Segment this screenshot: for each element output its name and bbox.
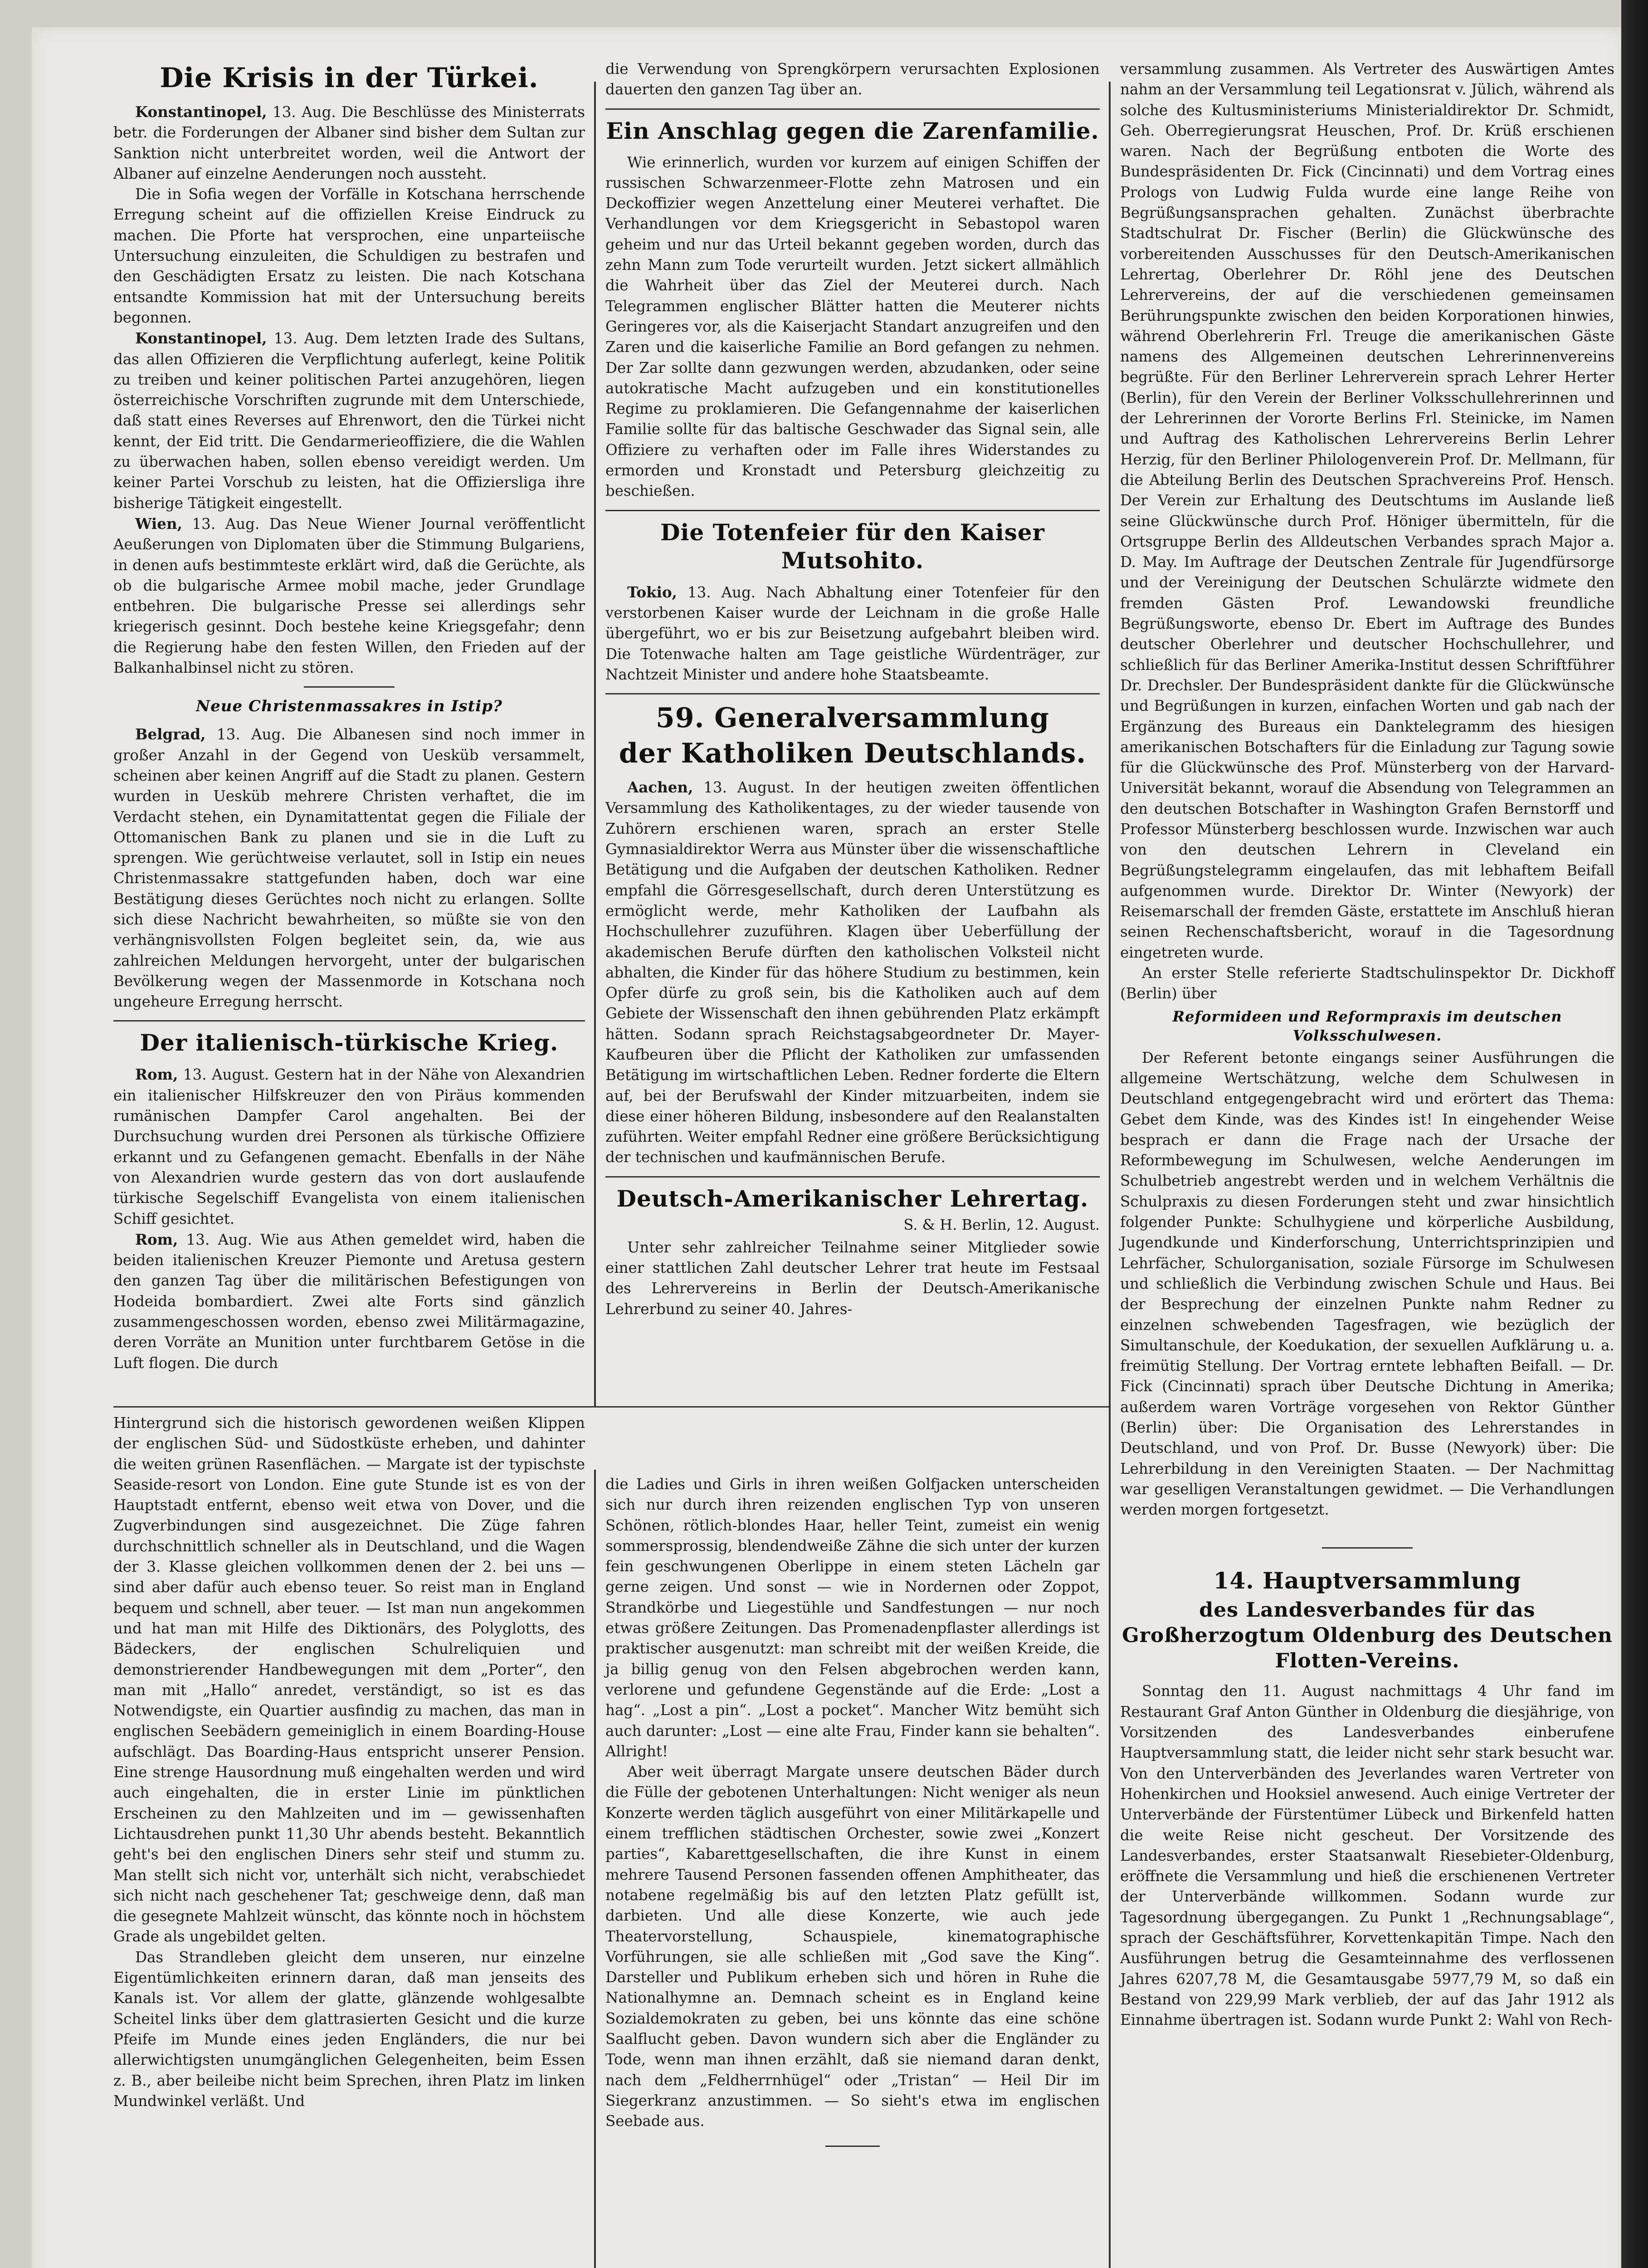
article-paragraph: Sonntag den 11. August nachmittags 4 Uhr fand im Restaurant Graf Anton Günther in Oldenburg die diesjährige, von Vorsitzenden des Landesverbandes einberufene Hauptversammlung statt, die leider nicht sehr stark besucht war. Von den Unterverbänden des Jeverlandes waren Vertreter von Hohenkirchen und Hooksiel anwesend. Auch einige Vertreter der Unterverbände der Fürstentümer Lübeck und Birkenfeld hatten die weite Reise nicht gescheut. Der Vorsitzende des Landesverbandes, erster Staatsanwalt Riesebieter-Oldenburg, eröffnete die Versammlung und hieß die erschienenen Vertreter der Unterverbände willkommen. Sodann wurde zur Tagesordnung übergegangen. Zu Punkt 1 „Rechnungsablage“, sprach der Geschäftsführer, Korvettenkapitän Timpe. Nach den Ausführungen betrug die Gesamteinnahme des verflossenen Jahres 6207,78 M, die Gesamtausgabe 5977,79 M, so daß ein Bestand von 229,99 Mark verblieb, der auf das Jahr 1912 als Einnahme übertragen ist. Sodann wurde Punkt 2: Wahl von Rech- — [1120, 1682, 1614, 2029]
article-paragraph: Die in Sofia wegen der Vorfälle in Kotschana herrschende Erregung scheint auf die offiziellen Kreise Eindruck zu machen. Die Pforte hat versprochen, eine unparteiische Untersuchung einzuleiten, die Schuldigen zu bestrafen und den Geschädigten Ersatz zu leisten. Die nach Kotschana entsandte Kommission hat mit der Untersuchung bereits begonnen. — [113, 186, 585, 326]
article-paragraph: Der Referent betonte eingangs seiner Ausführungen die allgemeine Wertschätzung, welche dem Schulwesen in Deutschland entgegengebracht wird und erörtert das Thema: Gebet dem Kinde, was des Kindes ist! In eingehender Weise besprach er dann die Frage nach der Ursache der Reformbewegung im Schulwesen, welche Aenderungen im Schulbetrieb angestrebt werden und in welchem Verhältnis die Schulpraxis zu diesen Forderungen steht und zwar hinsichtlich folgender Punkte: Schulhygiene und körperliche Ausbildung, Jugendkunde und Kinderforschung, Unterrichtsprinzipien und Lehrfächer, Schulorganisation, soziale Fürsorge im Schulwesen und schließlich die Verbindung zwischen Schule und Haus. Bei der Besprechung der einzelnen Punkte nahm Redner zu einzelnen schwebenden Tagesfragen, wie bezüglich der Simultanschule, der Koedukation, der sexuellen Aufklärung u. a. freimütig Stellung. Der Vortrag erntete lebhaften Beifall. — Dr. Fick (Cincinnati) sprach über Deutsche Dichtung in Amerika; außerdem waren Vorträge vorgesehen von Rektor Günther (Berlin) über: Die Organisation des Lehrerstandes in Deutschland, und von Prof. Dr. Busse (Newyork) über: Die Lehrerbildung in den Vereinigten Staaten. — Der Nachmittag war geselligen Veranstaltungen gewidmet. — Die Verhandlungen werden morgen fortgesetzt. — [1120, 1049, 1614, 1519]
headline-katholiken: der Katholiken Deutschlands. — [619, 738, 1087, 770]
headline-generalversammlung: 59. Generalversammlung — [655, 702, 1050, 734]
headline-tuerkei-krise: Die Krisis in der Türkei. — [160, 62, 539, 94]
divider — [605, 1176, 1100, 1178]
article-paragraph: Konstantinopel, 13. Aug. Die Beschlüsse des Ministerrats betr. die Forderungen der Albaner sind bisher dem Sultan zur Sanktion nicht unterbreitet worden, weil die Antwort der Albaner auf einzelne Aenderungen noch aussteht. — [113, 103, 585, 182]
divider — [605, 108, 1100, 110]
article-paragraph: Tokio, 13. Aug. Nach Abhaltung einer Totenfeier für den verstorbenen Kaiser wurde der Leichnam in die große Halle übergeführt, wo er bis zur Beisetzung aufgebahrt bleiben wird. Die Totenwache halten am Tage geistliche Würdenträger, zur Nachtzeit Minister und andere hohe Staatsbeamte. — [605, 583, 1100, 683]
feuilleton-paragraph: die Ladies und Girls in ihren weißen Golfjacken unterscheiden sich nur durch ihren reizenden englischen Typ von unseren Schönen, rötlich-blondes Haar, heller Teint, zumeist ein wenig sommersprossig, blendendweiße Zähne die sich unter der kurzen fein geschwungenen Oberlippe in einem steten Lächeln gar gerne zeigen. Und sonst — wie in Nordernen oder Zoppot, Strandkörbe und Liegestühle und Sandfestungen — nur noch etwas größere Zeitungen. Das Promenadenpflaster allerdings ist praktischer ausgenutzt: man schreibt mit der weißen Kreide, die ja billig genug von den Felsen abgebrochen werden kann, verlorene und gefundene Gegenstände auf die Erde: „Lost a hag“. „Lost a pin“. „Lost a pocket“. Mancher Witz bemüht sich auch darunter: „Lost — eine alte Frau, Finder kann sie behalten“. Allright! — [605, 1476, 1100, 1760]
divider — [1322, 1547, 1413, 1549]
dateline: Aachen, — [627, 778, 693, 797]
column-rule — [594, 82, 596, 1406]
column-rule — [1109, 82, 1111, 2268]
feuilleton-paragraph: Das Strandleben gleicht dem unseren, nur einzelne Eigentümlichkeiten erinnern daran, daß man jenseits des Kanals ist. Vor allem der glatte, glänzende wohlgesalbte Scheitel links über dem glattrasierten Gesicht und die kurze Pfeife im Munde eines jeden Engländers, die nur bei allerwichtigsten unumgänglichen Gelegenheiten, beim Essen z. B., aber beileibe nicht beim Sprechen, ihren Platz im linken Mundwinkel verläßt. Und — [113, 1948, 585, 2110]
dateline: Belgrad, — [135, 725, 206, 743]
feuilleton-left — [113, 1413, 585, 2112]
article-paragraph: Wie erinnerlich, wurden vor kurzem auf einigen Schiffen der russischen Schwarzenmeer-Flotte zehn Matrosen und ein Deckoffizier wegen Anzettelung einer Meuterei verhaftet. Die Verhandlungen vor dem Kriegsgericht in Sebastopol waren geheim und nur das Urteil bekannt gegeben worden, durch das zehn Mann zum Tode verurteilt wurden. Jetzt sickert allmählich die Wahrheit über das Ziel der Meuterei durch. Nach Telegrammen englischer Blätter hatten die Meuterer nichts Geringeres vor, als die Kaiserjacht Standart anzugreifen und den Zaren und die kaiserliche Familie an Bord gefangen zu nehmen. Der Zar sollte dann gezwungen werden, abzudanken, oder seine autokratische Macht aufzugeben und ein konstitutionelles Regime zu proklamieren. Die Gefangennahme der kaiserlichen Familie sollte für das baltische Geschwader das Signal sein, alle Offiziere zu verhaften oder im Falle ihres Widerstandes zu ermorden und Kronstadt und Petersburg gleichzeitig zu beschießen. — [605, 153, 1100, 500]
article-paragraph: Aachen, 13. August. In der heutigen zweiten öffentlichen Versammlung des Katholikentages, zu der wieder tausende von Zuhörern erschienen waren, sprach an erster Stelle Gymnasialdirektor Werra aus Münster über die wissenschaftliche Betätigung und die Aufgaben der deutschen Katholiken. Redner empfahl die Görresgesellschaft, durch deren Unterstützung es ermöglicht werde, mehr Katholiken der Laufbahn als Hochschullehrer zuzuführen. Klagen über Ueberfüllung der akademischen Berufe dürften den katholischen Volksteil nicht abhalten, die Kinder für das höhere Studium zu bestimmen, kein Opfer dürfe zu groß sein, bis die Katholiken auch auf dem Gebiete der Wissenschaft den ihnen gebührenden Platz erkämpft hätten. Sodann sprach Reichstagsabgeordneter Dr. Mayer-Kaufbeuren über die Pflicht der Katholiken zur umfassenden Betätigung im wirtschaftlichen Leben. Redner forderte die Eltern auf, bei der Berufswahl der Kinder mitzuarbeiten, indem sie diese einer höheren Bildung, insbesondere auf den Realanstalten zuführten. Weiter empfahl Redner eine größere Berücksichtigung der technischen und kaufmännischen Berufe. — [605, 778, 1100, 1166]
column-rule — [594, 1470, 596, 2268]
article-paragraph: Belgrad, 13. Aug. Die Albanesen sind noch immer in großer Anzahl in der Gegend von Uesküb versammelt, scheinen aber keinen Angriff auf die Stadt zu planen. Gestern wurden in Uesküb mehrere Christen verhaftet, die im Verdacht stehen, ein Dynamitattentat gegen die Filiale der Ottomanischen Bank zu planen und sie in die Luft zu sprengen. Wie gerüchtweise verlautet, soll in Istip ein neues Christenmassakre stattgefunden haben, doch war eine Bestätigung dieses Gerüchtes noch nicht zu erlangen. Sollte sich diese Nachricht bewahrheiten, so müßte sie von den verhängnisvollsten Folgen begleitet sein, da, wie aus zahlreichen Meldungen hervorgeht, unter der bulgarischen Bevölkerung wegen der Massenmorde in Kotschana noch ungeheure Erregung herrscht. — [113, 725, 585, 1011]
subheadline-reformideen: Reformideen und Reformpraxis im deutschen Volksschulwesen. — [1172, 1007, 1562, 1044]
divider — [825, 2146, 880, 2147]
dateline: Konstantinopel, — [135, 329, 267, 347]
headline-totenfeier: Die Totenfeier für den Kaiser Mutsohito. — [660, 518, 1045, 574]
column-2 — [605, 59, 1100, 1320]
article-paragraph: Konstantinopel, 13. Aug. Dem letzten Irade des Sultans, das allen Offizieren die Verpflichtung auferlegt, keine Politik zu treiben und keiner politischen Partei anzugehören, liegen österreichische Vorschriften zugrunde mit dem Unterschiede, daß statt eines Reverses auf Ehrenwort, den die Türkei nicht kennt, der Eid tritt. Die Gendarmerieoffiziere, die die Wahlen zu überwachen haben, sollen ebenso vereidigt werden. Um keiner Partei Vorschub zu leisten, hat die Offiziersliga ihre bisherige Tätigkeit eingestellt. — [113, 329, 585, 512]
newspaper-page — [32, 27, 1624, 2268]
dateline: Rom, — [135, 1230, 178, 1248]
divider — [113, 1020, 585, 1022]
column-1 — [113, 59, 585, 1374]
headline-italienisch-tuerkischer-krieg: Der italienisch-türkische Krieg. — [140, 1029, 559, 1056]
column-3 — [1120, 59, 1614, 2031]
feuilleton-paragraph: Hintergrund sich die historisch gewordenen weißen Klippen der englischen Süd- und Südostküste erheben, und dahinter die weiten grünen Rasenflächen. — Margate ist der typischste Seaside-resort von London. Eine gute Stunde ist es von der Hauptstadt entfernt, ebenso weit etwa von Dover, und die Zugverbindungen sind ausgezeichnet. Die Züge fahren durchschnittlich schneller als in Deutschland, und die Wagen der 3. Klasse gleichen vollkommen denen der 2. bei uns — sind aber dafür auch ebenso teuer. So reist man in England bequem und schnell, aber teuer. — Ist man nun angekommen und hat man mit Hilfe des Diktionärs, des Polyglotts, des Bädeckers, der englischen Schulreliquien und demonstrierender Handbewegungen mit dem „Porter“, den man mit „Hallo“ anredet, verständigt, so ist es das Notwendigste, ein Quartier ausfindig zu machen, das man in englischen Seebädern gemeiniglich in einem Boarding-House aufschlägt. Das Boarding-Haus entspricht unserer Pension. Eine strenge Hausordnung muß eingehalten werden und wird auch eingehalten, die in erster Linie im pünktlichen Erscheinen zu den Mahlzeiten und im — gewissenhaften Lichtausdrehen punkt 11,30 Uhr abends besteht. Bekanntlich geht's bei den englischen Diners sehr steif und stumm zu. Man stellt sich nicht vor, unterhält sich nicht, verabschiedet sich nicht nach geschehener Tat; geschweige denn, daß man die gesegnete Mahlzeit wünscht, das könnte noch in höchstem Grade als ungebildet gelten. — [113, 1414, 585, 1945]
headline-lehrertag: Deutsch-Amerikanischer Lehrertag. — [616, 1185, 1089, 1212]
feuilleton-paragraph: Aber weit überragt Margate unsere deutschen Bäder durch die Fülle der gebotenen Unterhaltungen: Nicht weniger als neun Konzerte werden täglich ausgeführt von einer Militärkapelle und einem trefflichen städtischen Orchester, sowie zwei „Konzert parties“, Kabarettgesellschaften, die ihre Kunst in einem mehrere Tausend Personen fassenden offenen Amphitheater, das notabene regelmäßig bis auf den letzten Platz gefüllt ist, darbieten. Und alle diese Konzerte, wie auch jede Theatervorstellung, Schauspiele, kinematographische Vorführungen, sie alle schließen mit „God save the King“. Darsteller und Publikum erheben sich und hören in Ruhe die Nationalhymne an. Demnach scheint es in England keine Sozialdemokraten zu geben, bei uns könnte das eine schöne Saalflucht geben. Davon wundern sich aber die Engländer zu Tode, wenn man ihnen erzählt, daß sie niemand daran denkt, nach dem „Feldherrnhügel“ oder „Tristan“ — Heil Dir im Siegerkranz anzustimmen. — So sieht's etwa im englischen Seebade aus. — [605, 1763, 1100, 2130]
dateline: Konstantinopel, — [135, 103, 267, 121]
divider — [605, 510, 1100, 511]
article-paragraph: Rom, 13. August. Gestern hat in der Nähe von Alexandrien ein italienischer Hilfskreuzer den von Piräus kommenden rumänischen Dampfer Carol angehalten. Bei der Durchsuchung wurden drei Personen als türkische Offiziere erkannt und zu Gefangenen gemacht. Ebenfalls in der Nähe von Alexandrien wurde gestern das von dort auslaufende türkische Segelschiff Evangelista von einem italienischen Schiff gesichtet. — [113, 1066, 585, 1227]
article-paragraph: Rom, 13. Aug. Wie aus Athen gemeldet wird, haben die beiden italienischen Kreuzer Piemonte und Aretusa gestern den ganzen Tag über die militärischen Befestigungen von Hodeida bombardiert. Zwei alte Forts sind gänzlich zusammengeschossen worden, ebenso zwei Militärmagazine, deren Vorräte an Munition unter furchtbarem Getöse in die Luft flogen. Die durch — [113, 1230, 585, 1372]
article-paragraph: versammlung zusammen. Als Vertreter des Auswärtigen Amtes nahm an der Versammlung teil Legationsrat v. Jülich, während als solche des Kultusministeriums Ministerialdirektor Dr. Schmidt, Geh. Oberregierungsrat Heuschen, Prof. Dr. Krüß erschienen waren. Nach der Begrüßung entboten die Worte des Bundespräsidenten Dr. Fick (Cincinnati) und dem Vortrag eines Prologs von Ludwig Fulda wurde eine lange Reihe von Begrüßungsansprachen gehalten. Zunächst überbrachte Stadtschulrat Dr. Fischer (Berlin) die Glückwünsche des vorbereitenden Ausschusses für den Deutsch-Amerikanischen Lehrertag, Oberlehrer Dr. Röhl jene des Deutschen Lehrervereins, der auf die verschiedenen gemeinsamen Berührungspunkte zwischen den beiden Korporationen hinwies, während Oberlehrerin Frl. Treuge die amerikanischen Gäste namens des Allgemeinen deutschen Lehrerinnenvereins begrüßte. Für den Berliner Lehrerverein sprach Lehrer Herter (Berlin), für den Verein der Berliner Volksschullehrerinnen und der Lehrerinnen der Vororte Berlins Frl. Steinicke, im Namen und Auftrag des Katholischen Lehrervereins Berlin Lehrer Herzig, für den Berliner Philologenverein Prof. Dr. Mellmann, für die Abteilung Berlin des Deutschen Sprachvereins Prof. Hensch. Der Verein zur Erhaltung des Deutschtums im Auslande ließ seine Glückwünsche durch Prof. Höniger übermitteln, für die Ortsgruppe Berlin des Alldeutschen Verbandes sprach Major a. D. May. Im Auftrage der Deutschen Zentrale für Jugendfürsorge und der Vereinigung der Deutschen Schulärzte widmete den fremden Gästen Prof. Lewandowski freundliche Begrüßungsworte, ebenso Dr. Ebert im Auftrage des Bundes deutscher Oberlehrer und deutscher Hochschullehrer, und schließlich für das Berliner Amerika-Institut dessen Schriftführer Dr. Drechsler. Der Bundespräsident dankte für die Glückwünsche und Begrüßungen in kurzen, einfachen Worten und gab nach der Ergänzung des Bureaus ein Danktelegramm des hiesigen amerikanischen Botschafters für die Einladung zur Tagung sowie für die Glückwünsche des Prof. Münsterberg von der Harvard-Universität bekannt, worauf die Absendung von Telegrammen an den deutschen Botschafter in Washington Grafen Bernstorff und Professor Münsterberg beschlossen wurde. Inzwischen war auch von den deutschen Lehrern in Cleveland ein Begrüßungstelegramm eingelaufen, das mit lebhaftem Beifall aufgenommen wurde. Direktor Dr. Winter (Newyork) der Reisemarschall der fremden Gäste, erstattete im Anschluß hieran seinen Rechenschaftsbericht, worauf in die Tagesordnung eingetreten wurde. — [1120, 60, 1614, 961]
divider — [605, 693, 1100, 694]
page-edge — [1621, 0, 1648, 2268]
feuilleton-rule — [113, 1406, 1109, 1408]
article-paragraph: Wien, 13. Aug. Das Neue Wiener Journal veröffentlicht Aeußerungen von Diplomaten über die Stimmung Bulgariens, in denen aufs bestimmteste erklärt wird, daß die Gerüchte, als ob die bulgarische Armee mobil mache, jeder Grundlage entbehren. Die bulgarische Presse sei allerdings sehr kriegerisch gesinnt. Doch bestehe keine Kriegsgefahr; denn die Regierung habe den festen Willen, den Frieden auf der Balkanhalbinsel nicht zu stören. — [113, 514, 585, 677]
subheadline-istip: Neue Christenmassakres in Istip? — [196, 697, 502, 716]
dateline: Rom, — [135, 1066, 178, 1084]
dateline: Tokio, — [627, 583, 677, 601]
feuilleton-right — [605, 1474, 1100, 2155]
headline-flottenverein: des Landesverbandes für das Großherzogtum Oldenburg des Deutschen Flotten-Vereins. — [1122, 1598, 1613, 1673]
article-paragraph: Unter sehr zahlreicher Teilnahme seiner Mitglieder sowie einer stattlichen Zahl deutscher Lehrer trat heute im Festsaal des Lehrervereins in Berlin der Deutsch-Amerikanische Lehrerbund zu seiner 40. Jahres- — [605, 1238, 1100, 1318]
article-paragraph: An erster Stelle referierte Stadtschulinspektor Dr. Dickhoff (Berlin) über — [1120, 964, 1614, 1002]
headline-zarenfamilie: Ein Anschlag gegen die Zarenfamilie. — [606, 117, 1099, 144]
article-paragraph: die Verwendung von Sprengkörpern verursachten Explosionen dauerten den ganzen Tag über an. — [605, 60, 1100, 98]
byline: S. & H. Berlin, 12. August. — [903, 1216, 1100, 1233]
dateline: Wien, — [135, 514, 182, 533]
divider — [304, 686, 395, 688]
headline-hauptversammlung: 14. Hauptversammlung — [1213, 1567, 1521, 1594]
